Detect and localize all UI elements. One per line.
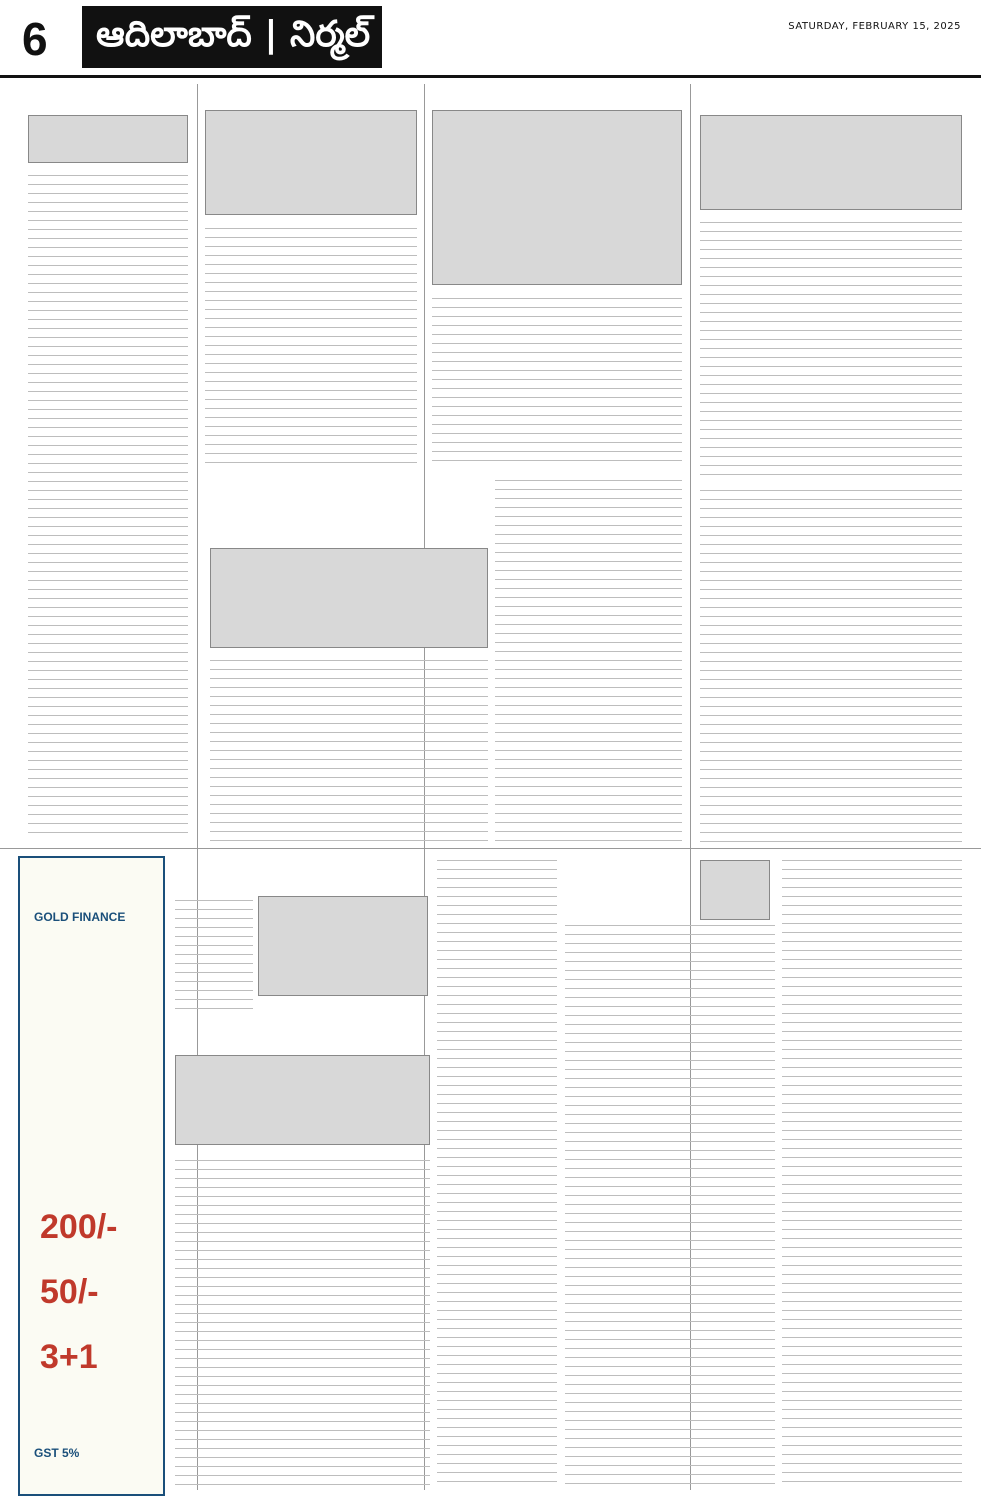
body-text [432,298,682,468]
article-photo [205,110,417,215]
page-number: 6 [22,13,48,65]
article-photo [700,860,770,920]
body-text [565,925,775,1490]
article-photo [28,115,188,163]
body-text [700,490,962,845]
article-photo [432,110,682,285]
article-photo [210,548,488,648]
ad-offer: 3+1 [40,1338,98,1376]
dateline [661,18,961,36]
row-rule [0,848,981,849]
body-text [175,1160,430,1490]
body-text [205,228,417,468]
body-text [782,860,962,1490]
article-photo [175,1055,430,1145]
ad-gold-finance: GOLD FINANCE [34,910,126,924]
classified-ad-panel [18,856,165,1496]
ad-price-one: 200/- [40,1208,118,1246]
body-text [437,860,557,1490]
body-text [28,175,188,835]
body-text [700,222,962,477]
body-text [210,660,488,845]
ad-gst: GST 5% [34,1446,80,1460]
article-photo [258,896,428,996]
body-text [495,480,682,845]
date-english: SATURDAY, FEBRUARY 15, 2025 [788,21,961,32]
article-photo [700,115,962,210]
body-text [175,900,253,1010]
brand-title: ఆదిలాబాద్ | నిర్మల్ [82,6,382,68]
masthead [0,0,981,78]
ad-price-two: 50/- [40,1273,99,1311]
